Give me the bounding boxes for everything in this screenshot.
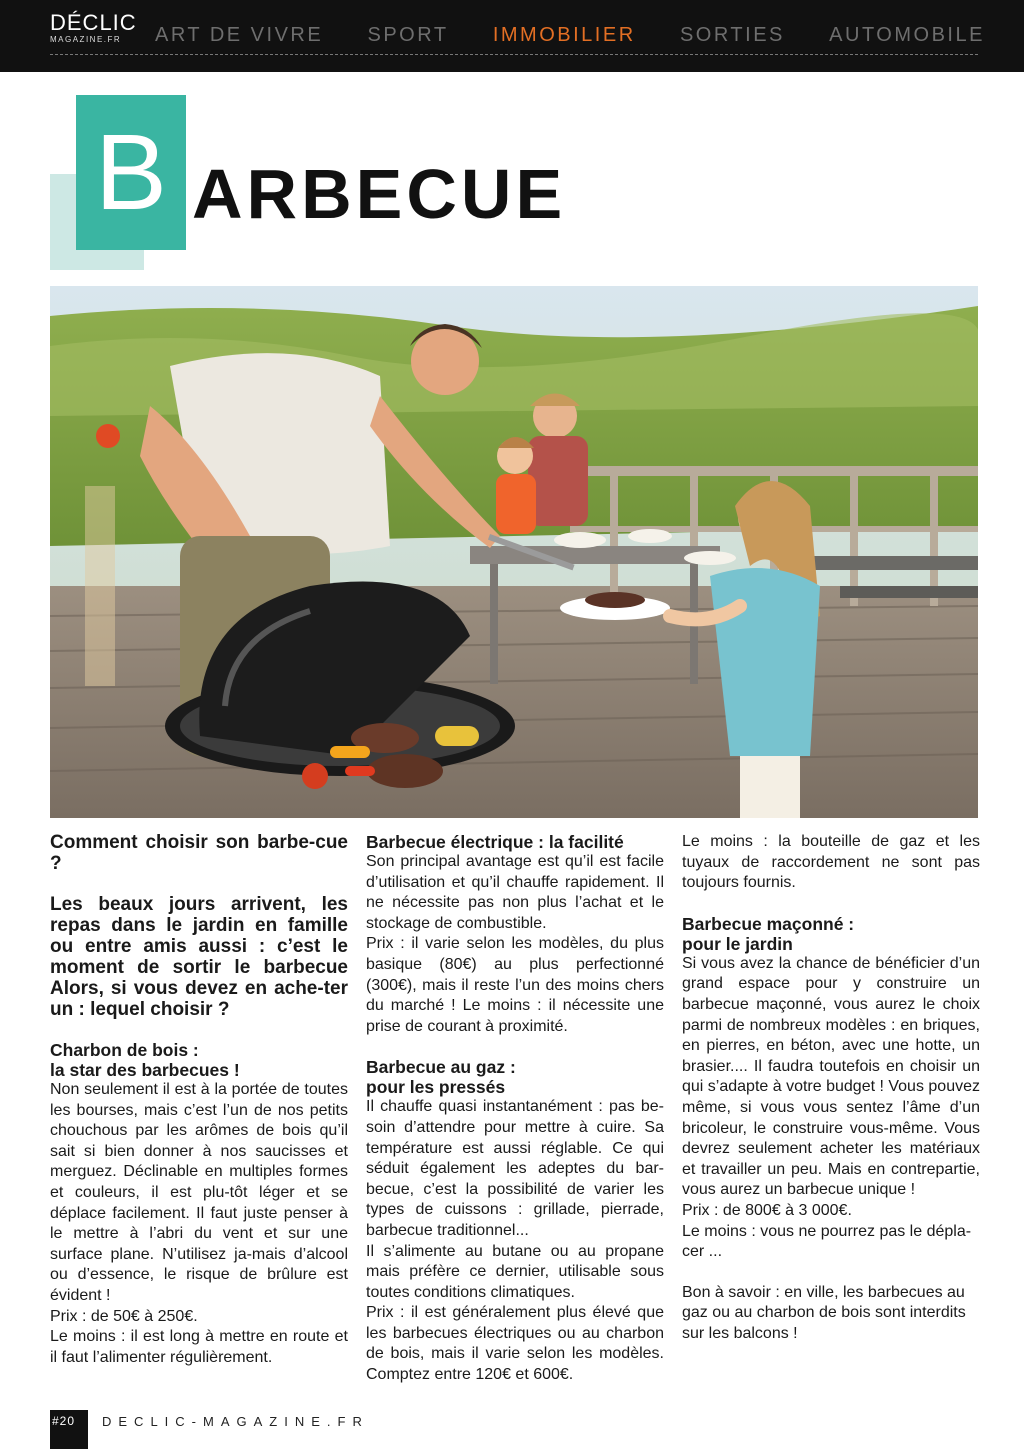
electrique-price: Prix : il varie selon les modèles, du plus basique (80€) au plus perfectionné (300€), mais il reste l’un des moins chers du marché ! Le moins : il nécessite une prise de courant à proximité. <box>366 935 664 1035</box>
gaz-minus: Le moins : la bouteille de gaz et les tuyaux de raccordement ne sont pas toujours fournis. <box>682 833 980 892</box>
subheading-maconne: Barbecue maçonné : <box>682 913 855 934</box>
nav-sport[interactable]: SPORT <box>367 24 449 46</box>
gaz-body-2: Il s’alimente au butane ou au propane mais préfère ce dernier, utilisable sous toutes conditions climatiques. <box>366 1242 664 1301</box>
page-number: #20 <box>52 1414 76 1428</box>
maconne-body: Si vous avez la chance de bénéficier d’un grand espace pour y construire un barbecue maçonné, vous aurez le choix parmi de nombreux modèles : en briques, en pierres, en béton, avec une hotte, un brasier.... Il faudra toutefois en choisir un qui s’adapte à votre budget ! Vous pouvez même, si vous vous sentez l’âme d’un bricoleur, le construire vous-même. Vous devrez seulement acheter les matériaux et travailler un peu. Mais en contrepartie, vous aurez un barbecue unique ! <box>682 954 980 1199</box>
spacer <box>682 1263 980 1283</box>
subheading-electrique: Barbecue électrique : la facilité <box>366 832 624 852</box>
gaz-body: Il chauffe quasi instantanément : pas be-soin d’attendre pour mettre à cuire. Sa température est aussi réglable. Ce qui séduit également les adeptes du bar-becue, c’est la possibilité de varier les types de cuissons : grillade, pierrade, barbecue traditionnel... <box>366 1098 664 1239</box>
lead-paragraph: Les beaux jours arrivent, les repas dans le jardin en famille ou entre amis aussi : c’est le moment de sortir le barbecue Alors, si vous devez en ache-ter un : lequel choisir ? <box>50 894 348 1020</box>
lead-question: Comment choisir son barbe-cue ? <box>50 832 348 874</box>
tip-paragraph: Bon à savoir : en ville, les barbecues au gaz ou au charbon de bois sont interdits sur les balcons ! <box>682 1283 966 1342</box>
nav-automobile[interactable]: AUTOMOBILE <box>829 24 985 46</box>
page-title: ARBECUE <box>192 155 567 233</box>
article-column-2 <box>366 832 664 1386</box>
subheading-gaz-line2: pour les pressés <box>366 1077 506 1098</box>
gaz-price: Prix : il est généralement plus élevé que les barbecues électriques ou au charbon de bois, mais il varie selon les modèles. Comptez entre 120€ et 600€. <box>366 1304 664 1384</box>
charbon-body: Non seulement il est à la portée de toutes les bourses, mais c’est l’un de nos petits chouchous par les arômes de bois qu’il sait si bien donner à nos saucisses et merguez. Déclinable en multiples formes et couleurs, il est plu-tôt léger et se déplace facilement. Il faut juste penser à le mettre à l’abri du vent et sur une surface plane. N’utilisez ja-mais d’alcool ou d’essence, le risque de brûlure est évident ! <box>50 1081 348 1304</box>
article-column-3 <box>682 832 980 1344</box>
title-initial: B <box>94 111 168 232</box>
subheading-charbon-line2: la star des barbecues ! <box>50 1060 240 1080</box>
spacer <box>682 894 980 914</box>
article-column-1 <box>50 832 348 1368</box>
nav-art-de-vivre[interactable]: ART DE VIVRE <box>155 24 324 46</box>
nav-divider <box>50 54 978 55</box>
logo-sub-text: MAGAZINE.FR <box>50 35 122 44</box>
subheading-charbon: Charbon de bois : <box>50 1040 199 1060</box>
electrique-body: Son principal avantage est qu’il est facile d’utilisation et qu’il chauffe rapidement. Il ne nécessite pas non plus l’achat et le stockage de combustible. <box>366 853 664 932</box>
charbon-price: Prix : de 50€ à 250€. <box>50 1307 198 1325</box>
nav-immobilier[interactable]: IMMOBILIER <box>492 24 636 46</box>
top-navigation-bar <box>0 0 1024 72</box>
section-nav <box>155 24 985 47</box>
maconne-minus: Le moins : vous ne pourrez pas le dépla-cer ... <box>682 1222 972 1261</box>
footer-website[interactable]: DECLIC-MAGAZINE.FR <box>102 1414 369 1429</box>
magazine-logo[interactable] <box>50 12 137 44</box>
subheading-maconne-line2: pour le jardin <box>682 933 793 954</box>
charbon-minus: Le moins : il est long à mettre en route et il faut l’alimenter régulièrement. <box>50 1328 348 1366</box>
maconne-price: Prix : de 800€ à 3 000€. <box>682 1201 852 1219</box>
subheading-gaz: Barbecue au gaz : <box>366 1057 516 1078</box>
logo-main-text: DÉCLIC <box>50 10 137 35</box>
nav-sorties[interactable]: SORTIES <box>679 24 785 46</box>
article-photo <box>50 286 978 818</box>
spacer <box>366 1037 664 1057</box>
